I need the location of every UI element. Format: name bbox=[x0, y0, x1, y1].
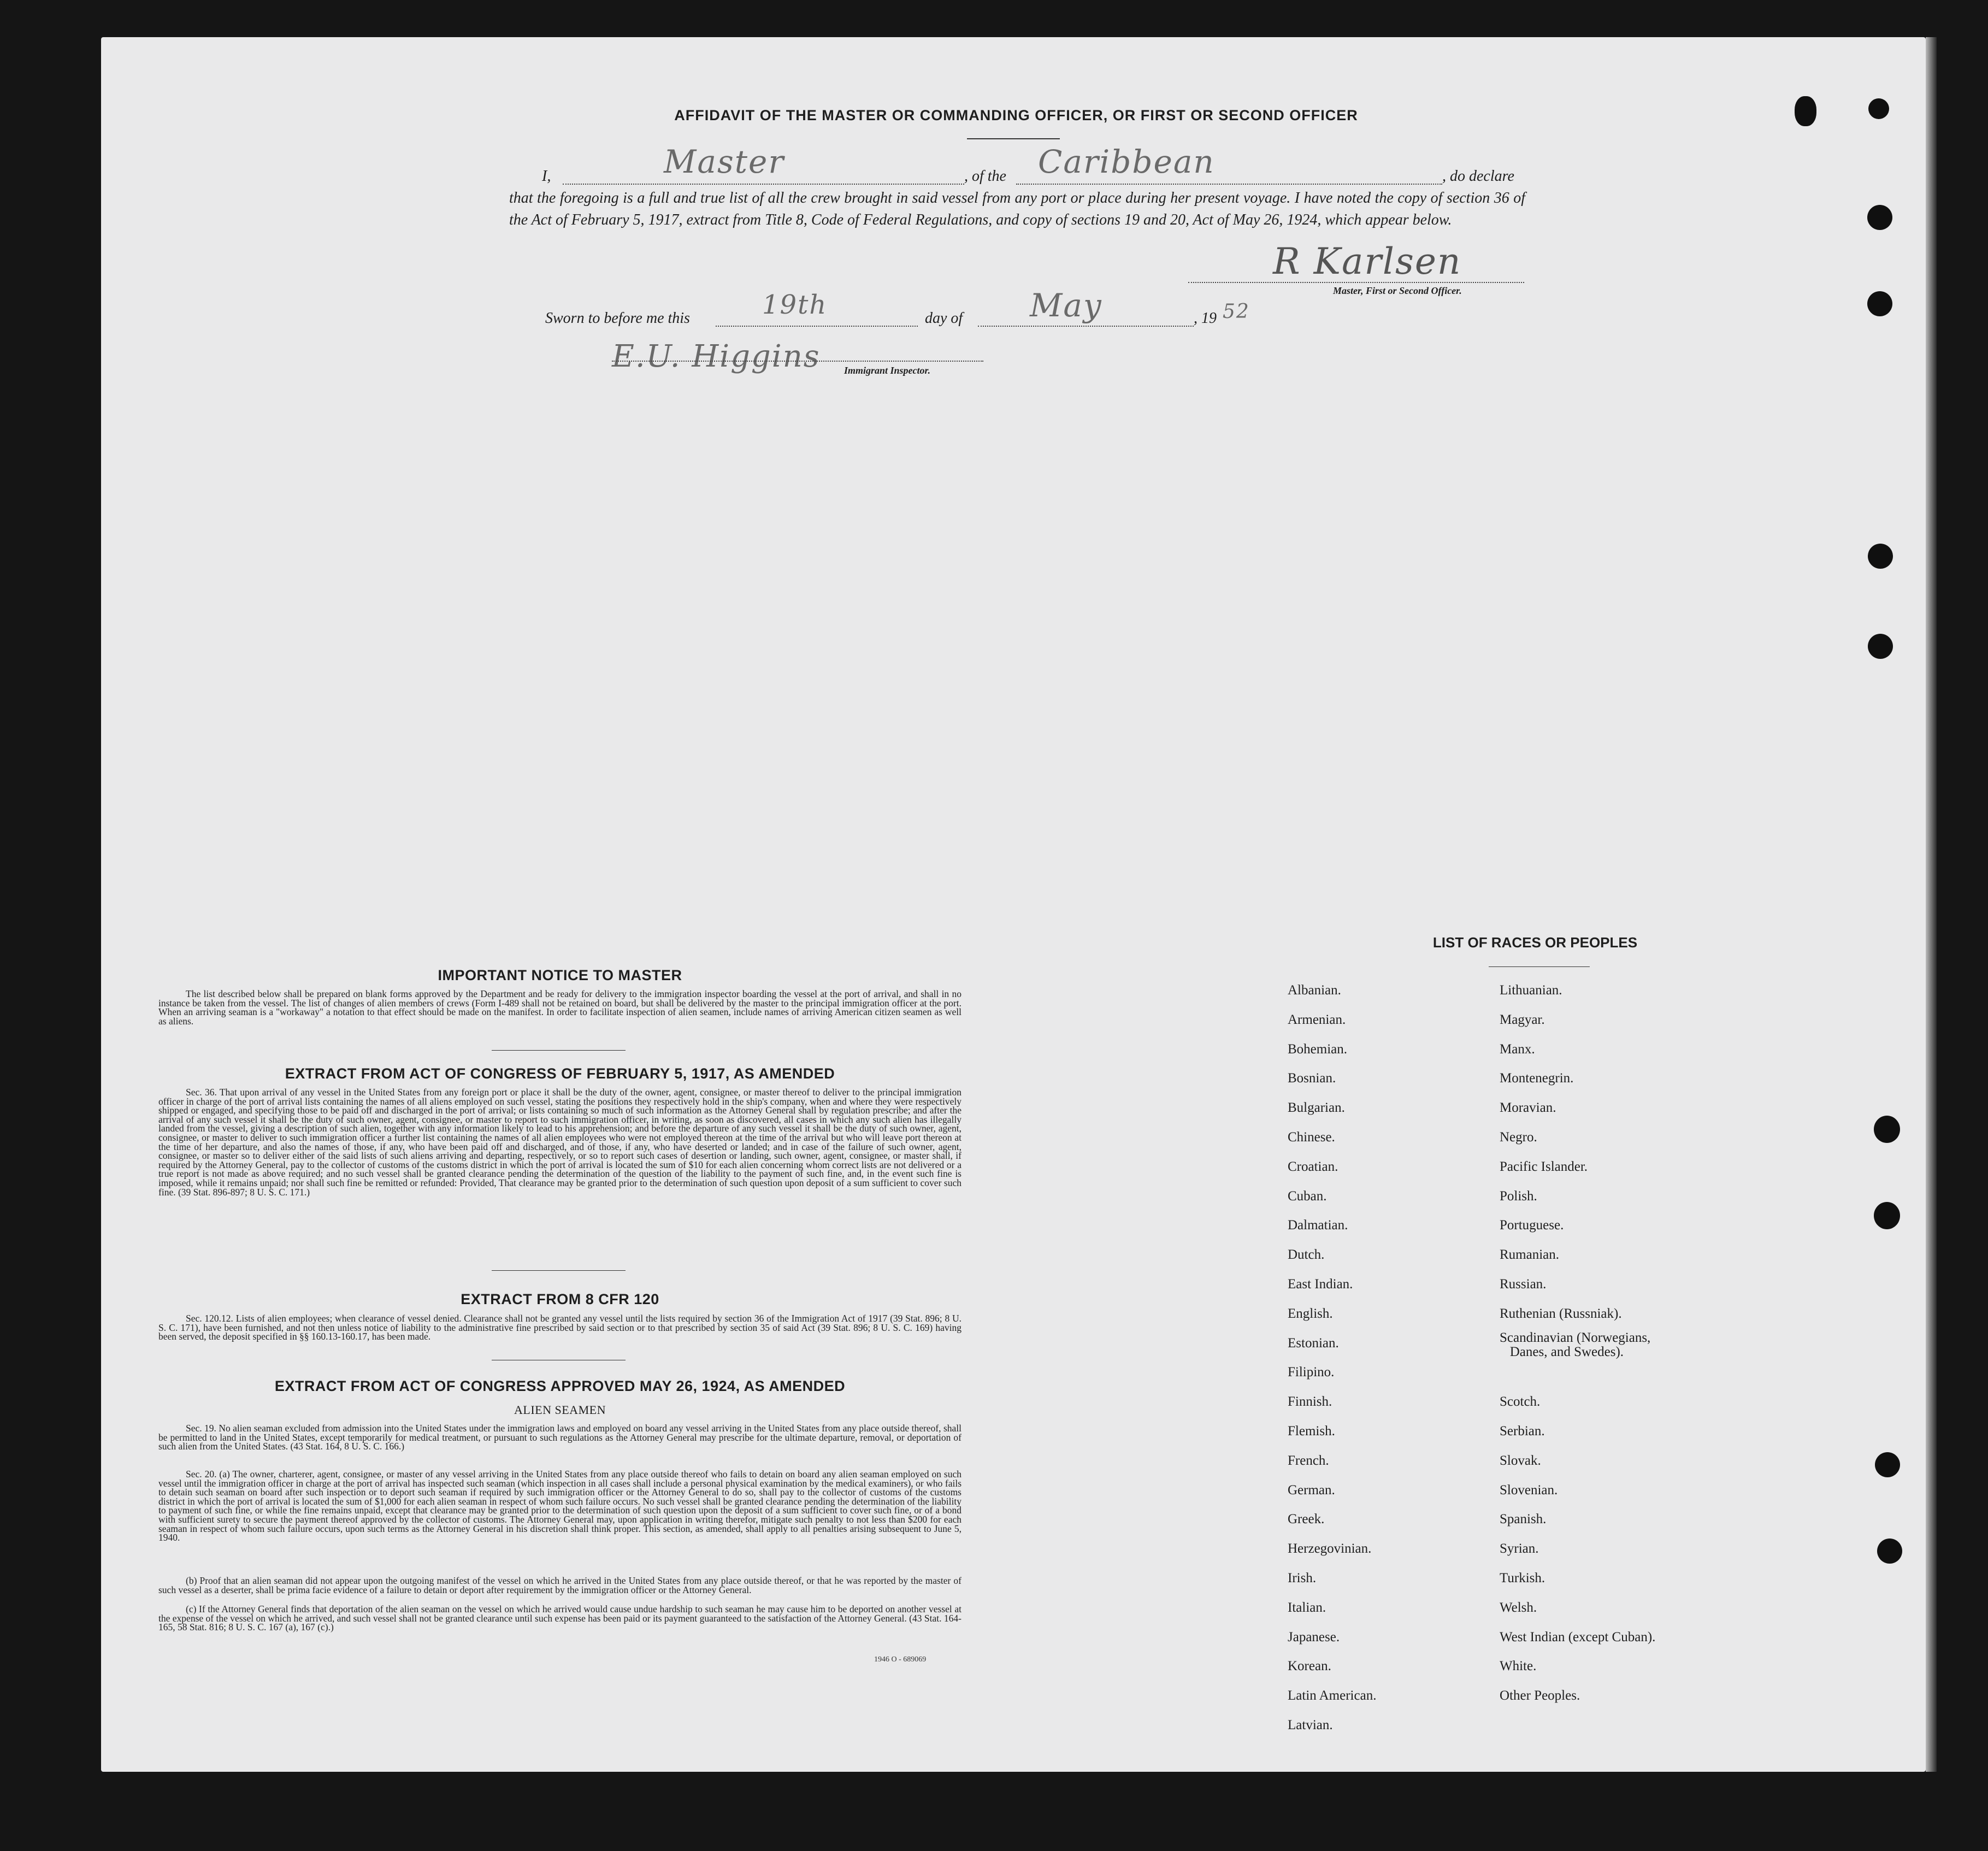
races-rule bbox=[1489, 966, 1590, 967]
race-item: French. bbox=[1288, 1453, 1329, 1468]
race-item: Latin American. bbox=[1288, 1688, 1377, 1703]
race-item: Flemish. bbox=[1288, 1423, 1335, 1439]
extract-cfr-text: Sec. 120.12. Lists of alien employees; when clearance of vessel denied. Clearance shall not be granted any vessel until the lists required by section 36 of the Immigration Act of 1917 (39 Stat. 896; 8 U. S. C. 171), have been furnished, and not then unless notice of liability to the administrative fine prescribed by said section or to that prescribed by section 35 of said Act (39 Stat. 896; 8 U. S. C. 169) having been served, the deposit specified in §§ 160.13-160.17, has been made. bbox=[158, 1313, 961, 1342]
title-rule bbox=[967, 138, 1060, 139]
of-the-label: , of the bbox=[964, 168, 1006, 185]
notice-rule bbox=[492, 1050, 626, 1051]
master-handwriting: Master bbox=[664, 143, 785, 180]
race-item: Italian. bbox=[1288, 1600, 1326, 1615]
race-item: Latvian. bbox=[1288, 1717, 1333, 1732]
races-right-column bbox=[1500, 976, 1655, 1711]
race-item: Serbian. bbox=[1500, 1423, 1545, 1439]
race-item: Slovak. bbox=[1500, 1453, 1541, 1468]
race-item: Scotch. bbox=[1500, 1394, 1541, 1410]
punch-hole bbox=[1877, 1538, 1902, 1564]
sworn-month-handwriting: May bbox=[1030, 287, 1102, 324]
race-item: Irish. bbox=[1288, 1570, 1317, 1585]
notice-text: The list described below shall be prepared on blank forms approved by the Department and be ready for delivery to the immigration inspector boarding the vessel at the port of arrival, and shall in no instance be taken from the vessel. The list of changes of alien members of crews (Form I-489 shall not be retained on board, but shall be delivered by the master to the principal immigration officer at the port. When an arriving seaman is a "workaway" a notation to that effect should be made on the manifest. In order to facilitate inspection of alien seamen, include names of arriving American citizen seamen as well as aliens. bbox=[158, 988, 961, 1027]
race-item: English. bbox=[1288, 1306, 1333, 1321]
race-item: Finnish. bbox=[1288, 1394, 1332, 1410]
inspector-caption: Immigrant Inspector. bbox=[844, 365, 931, 376]
declaration-text: that the foregoing is a full and true list of all the crew brought in said vessel from any port or place during her present voyage. I have noted the copy of section 36 of the Act of February 5, 1917, extract from Title 8, Code of Federal Regulations, and copy of sections 19 and 20, Act of May 26, 1924, which appear below. bbox=[509, 190, 1525, 228]
race-item: West Indian (except Cuban). bbox=[1500, 1629, 1656, 1644]
race-item: Pacific Islander. bbox=[1500, 1159, 1588, 1174]
sec-20a-text: Sec. 20. (a) The owner, charterer, agent, consignee, or master of any vessel arriving in the United States from any place outside thereof who fails to detain on board any alien seaman employed on such vessel until the immigration officer in charge at the port of arrival has inspected such seaman (which inspection in all cases shall include a personal physical examination by the medical examiners), or who fails to detain such seaman on board after such inspection or to deport such seaman if required by such immigration officer or the Attorney General to do so, shall pay to the collector of customs of the customs district in which the port of arrival is located the sum of $1,000 for each alien seaman in respect of whom such failure occurs. No such vessel shall be granted clearance pending the determination of the liability to payment of such fine, or while the fine remains unpaid, except that clearance may be granted prior to the determination of such question upon the deposit of a sum sufficient to cover such fine, or of a bond with sufficient surety to secure the payment thereof approved by the collector of customs. The Attorney General may, upon application in writing therefor, mitigate such penalty to not less than $200 for each seaman in respect of whom such failure occurs, upon such terms as the Attorney General in his discretion shall think proper. This section, as amended, shall apply to all penalties arising subsequent to June 5, 1940. bbox=[158, 1469, 961, 1543]
alien-seamen-subtitle: ALIEN SEAMEN bbox=[514, 1403, 606, 1417]
race-item: Dutch. bbox=[1288, 1247, 1325, 1263]
declarant-label: I, bbox=[542, 168, 551, 185]
inspector-signature-line bbox=[612, 361, 983, 362]
master-blank-line bbox=[563, 184, 964, 185]
race-item: Herzegovinian. bbox=[1288, 1541, 1372, 1557]
race-item: Manx. bbox=[1500, 1041, 1535, 1057]
do-declare-label: , do declare bbox=[1442, 168, 1514, 185]
punch-hole bbox=[1874, 1116, 1900, 1143]
extract-1917-rule bbox=[492, 1270, 626, 1271]
race-item: Syrian. bbox=[1500, 1541, 1539, 1557]
day-of-label: day of bbox=[925, 310, 963, 327]
race-item: Moravian. bbox=[1500, 1100, 1556, 1116]
print-code: 1946 O - 689069 bbox=[874, 1655, 927, 1664]
sworn-day-handwriting: 19th bbox=[762, 290, 828, 320]
punch-hole bbox=[1875, 1452, 1900, 1477]
races-left-column bbox=[1288, 976, 1376, 1740]
races-title: LIST OF RACES OR PEOPLES bbox=[1432, 934, 1638, 951]
race-item: Filipino. bbox=[1288, 1365, 1335, 1380]
signature-caption: Master, First or Second Officer. bbox=[1333, 285, 1462, 296]
inspector-signature: E.U. Higgins bbox=[612, 339, 821, 374]
sworn-label: Sworn to before me this bbox=[545, 310, 690, 327]
page-edge-shadow bbox=[1926, 37, 1937, 1772]
extract-1917-text: Sec. 36. That upon arrival of any vessel in the United States from any foreign port or place it shall be the duty of the owner, agent, consignee, or master thereof to deliver to the principal immigration officer in charge of the port of arrival lists containing the names of all aliens employed on such vessel, stating the positions they respectively hold in the ship's company, when and where they were respectively shipped or engaged, and specifying those to be paid off and discharged in the port of arrival; or lists containing so much of such information as the Attorney General shall by regulation prescribe; and after the arrival of any such vessel it shall be the duty of such owner, agent, consignee, or master to report to such immigration officer, in writing, as soon as discovered, all cases in which any such alien has illegally landed from the vessel, giving a description of such alien, together with any information likely to lead to his apprehension; and before the departure of any such vessel it shall be the duty of such owner, agent, consignee, or master to deliver to such immigration officer a further list containing the names of all alien employees who were not employed thereon at the time of the arrival but who will leave port thereon at the time of her departure, and also the names of those, if any, who have been paid off and discharged, and of those, if any, who have deserted or landed; and in case of the failure of such owner, agent, consignee, or master so to deliver either of the said lists of such aliens arriving and departing, respectively, or so to report such cases of desertion or landing, such owner, agent, consignee, or master shall, if required by the Attorney General, pay to the collector of customs of the customs district in which the port of arrival is located the sum of $10 for each alien concerning whom correct lists are not delivered or a true report is not made as above required; and no such vessel shall be granted clearance pending the determination of the question of the liability to the payment of such fine, and, in the event such fine is imposed, while it remains unpaid; nor shall such fine be remitted or refunded: Provided, That clearance may be granted prior to the determination of such question upon deposit of a sum sufficient to cover such fine. (39 Stat. 896-897; 8 U. S. C. 171.) bbox=[158, 1087, 961, 1198]
race-item: Rumanian. bbox=[1500, 1247, 1560, 1263]
extract-1917-title: EXTRACT FROM ACT OF CONGRESS OF FEBRUARY 5, 1917, AS AMENDED bbox=[285, 1065, 835, 1082]
race-item: Lithuanian. bbox=[1500, 983, 1562, 998]
race-item: Welsh. bbox=[1500, 1600, 1537, 1615]
year-prefix: , 19 bbox=[1194, 310, 1217, 327]
race-item: Dalmatian. bbox=[1288, 1218, 1348, 1233]
extract-1924-title: EXTRACT FROM ACT OF CONGRESS APPROVED MAY 26, 1924, AS AMENDED bbox=[274, 1378, 846, 1394]
race-item: Negro. bbox=[1500, 1129, 1537, 1145]
vessel-blank-line bbox=[1016, 184, 1442, 185]
master-signature: R Karlsen bbox=[1273, 240, 1462, 282]
race-item: Estonian. bbox=[1288, 1335, 1339, 1351]
race-item: Bulgarian. bbox=[1288, 1100, 1345, 1116]
punch-hole bbox=[1867, 205, 1892, 230]
race-item: Ruthenian (Russniak). bbox=[1500, 1306, 1622, 1321]
race-item: Montenegrin. bbox=[1500, 1071, 1574, 1086]
race-item: Bohemian. bbox=[1288, 1041, 1348, 1057]
punch-hole bbox=[1868, 634, 1893, 659]
extract-cfr-title: EXTRACT FROM 8 CFR 120 bbox=[461, 1291, 659, 1307]
race-item: German. bbox=[1288, 1482, 1335, 1498]
vessel-name-handwriting: Caribbean bbox=[1038, 143, 1215, 180]
sec-20c-text: (c) If the Attorney General finds that deportation of the alien seaman on the vessel on which he arrived would cause undue hardship to such seaman he may cause him to be deported on another vessel at the expense of the vessel on which he arrived, and such vessel shall not be granted clearance until such expense has been paid or its payment guaranteed to the satisfaction of the Attorney General. (43 Stat. 164-165, 58 Stat. 816; 8 U. S. C. 167 (a), 167 (c).) bbox=[158, 1604, 961, 1633]
race-item: Japanese. bbox=[1288, 1629, 1340, 1644]
race-item: Slovenian. bbox=[1500, 1482, 1558, 1498]
affidavit-title: AFFIDAVIT OF THE MASTER OR COMMANDING OFFICER, OR FIRST OR SECOND OFFICER bbox=[674, 107, 1358, 123]
sec-20b-text: (b) Proof that an alien seaman did not appear upon the outgoing manifest of the vessel on which he arrived in the United States from any place outside thereof, or that he was reported by the master of such vessel as a deserter, shall be prima facie evidence of a failure to detain or deport after requirement by the immigration officer or the Attorney General. bbox=[158, 1575, 961, 1595]
notice-title: IMPORTANT NOTICE TO MASTER bbox=[438, 967, 682, 983]
punch-hole bbox=[1868, 98, 1889, 119]
torn-corner-mark bbox=[1795, 96, 1816, 126]
race-item: White. bbox=[1500, 1659, 1537, 1674]
race-item: Other Peoples. bbox=[1500, 1688, 1580, 1703]
month-blank-line bbox=[978, 326, 1194, 327]
day-blank-line bbox=[716, 326, 918, 327]
race-item bbox=[1500, 1358, 1655, 1387]
race-item: Croatian. bbox=[1288, 1159, 1338, 1174]
race-item: Korean. bbox=[1288, 1659, 1331, 1674]
race-item: Scandinavian (Norwegians, Danes, and Swedes). bbox=[1500, 1330, 1651, 1359]
race-item: Albanian. bbox=[1288, 983, 1341, 998]
year-handwriting: 52 bbox=[1223, 300, 1250, 323]
punch-hole bbox=[1867, 291, 1892, 316]
punch-hole bbox=[1874, 1202, 1900, 1229]
sec-19-text: Sec. 19. No alien seaman excluded from admission into the United States under the immigration laws and employed on board any vessel arriving in the United States from any place outside thereof, shall be permitted to land in the United States, except temporarily for medical treatment, or pursuant to such regulations as the Attorney General may prescribe for the ultimate departure, removal, or deportation of such alien from the United States. (43 Stat. 164, 8 U. S. C. 166.) bbox=[158, 1423, 961, 1452]
race-item: East Indian. bbox=[1288, 1276, 1353, 1292]
punch-hole bbox=[1868, 544, 1893, 569]
race-item: Portuguese. bbox=[1500, 1218, 1564, 1233]
race-item: Greek. bbox=[1288, 1512, 1325, 1527]
race-item: Turkish. bbox=[1500, 1570, 1545, 1585]
race-item: Spanish. bbox=[1500, 1512, 1547, 1527]
race-item: Magyar. bbox=[1500, 1012, 1545, 1027]
race-item: Armenian. bbox=[1288, 1012, 1346, 1027]
race-item: Russian. bbox=[1500, 1276, 1547, 1292]
race-item: Cuban. bbox=[1288, 1188, 1327, 1204]
race-item: Bosnian. bbox=[1288, 1071, 1336, 1086]
race-item: Polish. bbox=[1500, 1188, 1537, 1204]
race-item: Chinese. bbox=[1288, 1129, 1335, 1145]
